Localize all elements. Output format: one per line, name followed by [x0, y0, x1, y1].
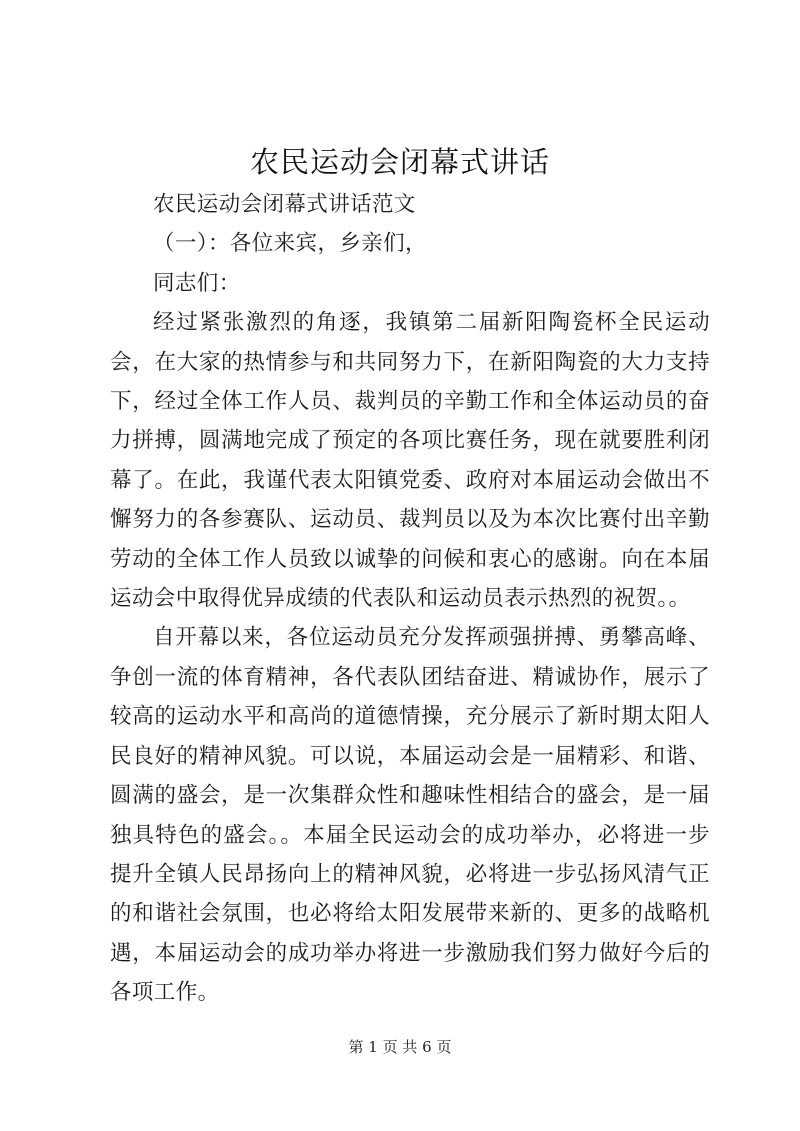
body-paragraph: 自开幕以来，各位运动员充分发挥顽强拼搏、勇攀高峰、争创一流的体育精神，各代表队团结奋进、精诚协作，展示了较高的运动水平和高尚的道德情操，充分展示了新时期太阳人民良好的精神风貌。可以说，本届运动会是一届精彩、和谐、圆满的盛会，是一次集群众性和趣味性相结合的盛会，是一届独具特色的盛会。。本届全民运动会的成功举办，必将进一步提升全镇人民昂扬向上的精神风貌，必将进一步弘扬风清气正的和谐社会氛围，也必将给太阳发展带来新的、更多的战略机遇，本届运动会的成功举办将进一步激励我们努力做好今后的各项工作。: [110, 625, 710, 1006]
body-paragraph: 经过紧张激烈的角逐，我镇第二届新阳陶瓷杯全民运动会，在大家的热情参与和共同努力下，在新阳陶瓷的大力支持下，经过全体工作人员、裁判员的辛勤工作和全体运动员的奋力拼搏，圆满地完成了预定的各项比赛任务，现在就要胜利闭幕了。在此，我谨代表太阳镇党委、政府对本届运动会做出不懈努力的各参赛队、运动员、裁判员以及为本次比赛付出辛勤劳动的全体工作人员致以诚挚的问候和衷心的感谢。向在本届运动会中取得优异成绩的代表队和运动员表示热烈的祝贺。。: [110, 310, 710, 612]
document-body: [110, 185, 710, 1013]
subtitle-paragraph: 农民运动会闭幕式讲话范文: [153, 192, 416, 217]
document-title: 农民运动会闭幕式讲话: [249, 145, 550, 179]
page-number-footer: 第 1 页 共 6 页: [348, 1038, 452, 1056]
greeting-paragraph: （一）：各位来宾，乡亲们，: [153, 231, 427, 257]
greeting-paragraph: 同志们：: [153, 270, 241, 296]
